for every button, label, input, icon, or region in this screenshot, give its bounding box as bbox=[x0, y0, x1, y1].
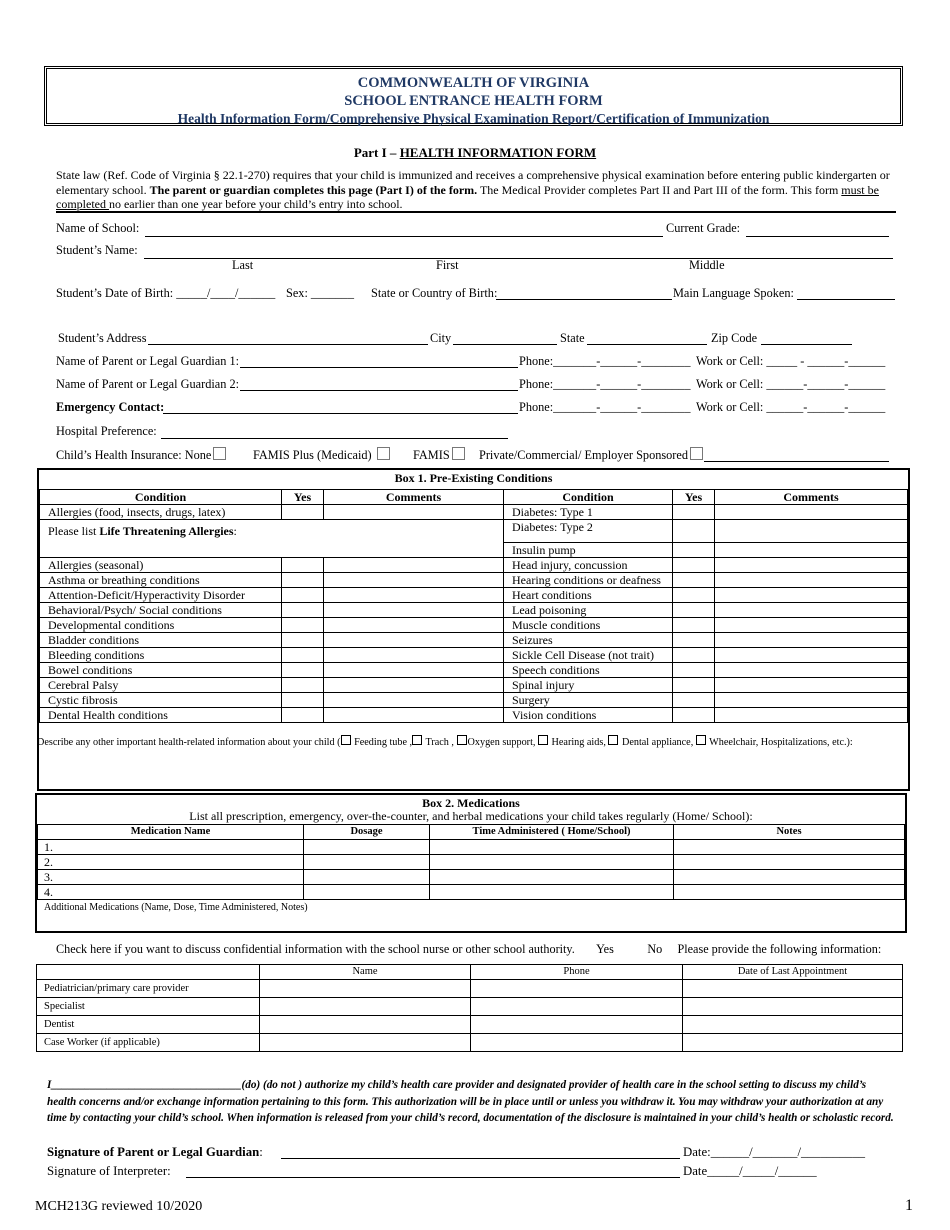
dob-field[interactable]: Student’s Date of Birth: _____/____/______ bbox=[56, 286, 276, 300]
yes-cell[interactable] bbox=[673, 543, 715, 558]
famis-plus-label: FAMIS Plus (Medicaid) bbox=[253, 448, 372, 462]
comment-cell[interactable] bbox=[324, 573, 504, 588]
confidential-text: Check here if you want to discuss confidential information with the school nurse or other school authority. bbox=[56, 942, 575, 956]
time-cell[interactable] bbox=[430, 870, 674, 885]
condition-label: Bleeding conditions bbox=[40, 648, 282, 663]
guardian2-work[interactable]: Work or Cell: ______-______-______ bbox=[696, 377, 886, 391]
col-comments-2: Comments bbox=[715, 490, 908, 505]
yes-cell[interactable] bbox=[282, 603, 324, 618]
condition-label: Diabetes: Type 2 bbox=[504, 520, 673, 543]
part-prefix: Part I – bbox=[353, 145, 400, 160]
name-cell[interactable] bbox=[260, 998, 471, 1016]
date-cell[interactable] bbox=[683, 1016, 903, 1034]
middle-name-caption: Middle bbox=[689, 258, 725, 272]
col-provider-type bbox=[37, 965, 260, 980]
condition-label: Cystic fibrosis bbox=[40, 693, 282, 708]
insurance-famis-plus[interactable] bbox=[253, 447, 390, 463]
comment-cell[interactable] bbox=[715, 708, 908, 723]
condition-label: Head injury, concussion bbox=[504, 558, 673, 573]
feeding-tube-checkbox[interactable] bbox=[341, 735, 351, 745]
providers-table bbox=[36, 964, 903, 1052]
comment-cell[interactable] bbox=[324, 648, 504, 663]
confidential-no[interactable]: No bbox=[647, 942, 663, 956]
emergency-field[interactable] bbox=[163, 400, 518, 414]
yes-cell[interactable] bbox=[282, 648, 324, 663]
comment-cell[interactable] bbox=[715, 558, 908, 573]
comment-cell[interactable] bbox=[715, 648, 908, 663]
trach-checkbox[interactable] bbox=[412, 735, 422, 745]
lt-prefix: Please list bbox=[48, 524, 100, 538]
zip-field[interactable] bbox=[761, 331, 852, 345]
intro-text-3: no earlier than one year before your child’s entry into school. bbox=[108, 197, 403, 211]
col-medication-name: Medication Name bbox=[38, 825, 304, 840]
yes-cell[interactable] bbox=[673, 648, 715, 663]
notes-cell[interactable] bbox=[674, 855, 905, 870]
condition-label: Speech conditions bbox=[504, 663, 673, 678]
comment-cell[interactable] bbox=[715, 663, 908, 678]
yes-cell[interactable] bbox=[673, 558, 715, 573]
provider-type: Dentist bbox=[37, 1016, 260, 1034]
page-number: 1 bbox=[905, 1197, 913, 1214]
comment-cell[interactable] bbox=[324, 558, 504, 573]
provider-type: Specialist bbox=[37, 998, 260, 1016]
yes-cell[interactable] bbox=[673, 573, 715, 588]
comment-cell[interactable] bbox=[324, 618, 504, 633]
notes-cell[interactable] bbox=[674, 870, 905, 885]
header-line-1: COMMONWEALTH OF VIRGINIA bbox=[357, 75, 590, 91]
zip-label: Zip Code bbox=[711, 331, 758, 345]
interpreter-signature-field[interactable] bbox=[186, 1164, 680, 1178]
dental-appliance-checkbox[interactable] bbox=[608, 735, 618, 745]
condition-label: Bowel conditions bbox=[40, 663, 282, 678]
form-header bbox=[44, 66, 903, 126]
condition-label: Cerebral Palsy bbox=[40, 678, 282, 693]
comment-cell[interactable] bbox=[715, 693, 908, 708]
yes-cell[interactable] bbox=[282, 693, 324, 708]
hearing-aids-checkbox[interactable] bbox=[538, 735, 548, 745]
insurance-famis[interactable] bbox=[413, 447, 465, 463]
comment-cell[interactable] bbox=[324, 633, 504, 648]
birth-place-label: State or Country of Birth: bbox=[371, 286, 498, 300]
none-checkbox[interactable] bbox=[213, 447, 226, 460]
school-label: Name of School: bbox=[56, 221, 140, 235]
med-row-number[interactable]: 4. bbox=[38, 885, 304, 900]
condition-label: Dental Health conditions bbox=[40, 708, 282, 723]
yes-cell[interactable] bbox=[673, 663, 715, 678]
address-field[interactable] bbox=[148, 331, 428, 345]
famis-plus-checkbox[interactable] bbox=[377, 447, 390, 460]
condition-label: Lead poisoning bbox=[504, 603, 673, 618]
guardian1-field[interactable] bbox=[240, 354, 518, 368]
box1-title: Box 1. Pre-Existing Conditions bbox=[394, 471, 553, 485]
grade-field[interactable] bbox=[746, 223, 889, 237]
guardian1-work[interactable]: Work or Cell: _____ - ______-______ bbox=[696, 354, 886, 368]
name-cell[interactable] bbox=[260, 1034, 471, 1052]
date-cell[interactable] bbox=[683, 980, 903, 998]
yes-cell[interactable] bbox=[673, 618, 715, 633]
lt-suffix: : bbox=[233, 524, 237, 538]
condition-label: Attention-Deficit/Hyperactivity Disorder bbox=[40, 588, 282, 603]
comment-cell[interactable] bbox=[324, 678, 504, 693]
private-label: Private/Commercial/ Employer Sponsored bbox=[479, 448, 689, 462]
famis-checkbox[interactable] bbox=[452, 447, 465, 460]
yes-cell[interactable] bbox=[282, 678, 324, 693]
divider bbox=[56, 211, 896, 213]
col-condition-2: Condition bbox=[504, 490, 673, 505]
condition-label: Spinal injury bbox=[504, 678, 673, 693]
feeding-tube-label: Feeding tube , bbox=[354, 737, 413, 748]
time-cell[interactable] bbox=[430, 855, 674, 870]
phone-cell[interactable] bbox=[471, 998, 683, 1016]
hospital-label: Hospital Preference: bbox=[56, 424, 157, 438]
guardian-date-field[interactable]: Date:______/_______/__________ bbox=[683, 1145, 865, 1159]
yes-cell[interactable] bbox=[673, 505, 715, 520]
dental-appliance-label: Dental appliance, bbox=[621, 737, 694, 748]
medications-table bbox=[37, 824, 905, 900]
condition-label: Sickle Cell Disease (not trait) bbox=[504, 648, 673, 663]
guardian2-phone[interactable]: Phone:_______-______-________ bbox=[519, 377, 691, 391]
yes-cell[interactable] bbox=[282, 708, 324, 723]
wheelchair-label: Wheelchair, Hospitalizations, etc.): bbox=[709, 737, 853, 748]
phone-cell[interactable] bbox=[471, 1034, 683, 1052]
header-line-3: Health Information Form/Comprehensive Physical Examination Report/Certification of Immunization bbox=[177, 111, 770, 126]
conditions-table bbox=[39, 489, 908, 723]
trach-label: Trach , bbox=[425, 737, 454, 748]
city-field[interactable] bbox=[453, 331, 557, 345]
wheelchair-checkbox[interactable] bbox=[696, 735, 706, 745]
col-notes: Notes bbox=[674, 825, 905, 840]
col-condition: Condition bbox=[40, 490, 282, 505]
yes-cell[interactable] bbox=[673, 693, 715, 708]
oxygen-label: Oxygen support, bbox=[467, 737, 536, 748]
state-field[interactable] bbox=[587, 331, 707, 345]
student-name-field[interactable] bbox=[144, 245, 893, 259]
hearing-aids-label: Hearing aids, bbox=[551, 737, 606, 748]
guardian-signature-label: Signature of Parent or Legal Guardian: bbox=[47, 1145, 263, 1159]
comment-cell[interactable] bbox=[324, 663, 504, 678]
condition-label: Asthma or breathing conditions bbox=[40, 573, 282, 588]
first-name-caption: First bbox=[436, 258, 459, 272]
interpreter-date-field[interactable]: Date_____/_____/______ bbox=[683, 1164, 817, 1178]
guardian-signature-field[interactable] bbox=[281, 1145, 680, 1159]
sex-field[interactable]: Sex: _______ bbox=[286, 286, 354, 300]
additional-medications[interactable]: Additional Medications (Name, Dose, Time Administered, Notes) bbox=[44, 902, 308, 913]
oxygen-checkbox[interactable] bbox=[457, 735, 467, 745]
comment-cell[interactable] bbox=[324, 693, 504, 708]
med-row-number[interactable]: 2. bbox=[38, 855, 304, 870]
phone-cell[interactable] bbox=[471, 980, 683, 998]
comment-cell[interactable] bbox=[715, 678, 908, 693]
intro-bold: The parent or guardian completes this page (Part I) of the form. bbox=[149, 182, 478, 197]
part-title bbox=[0, 145, 950, 161]
comment-cell[interactable] bbox=[324, 588, 504, 603]
comment-cell[interactable] bbox=[715, 588, 908, 603]
condition-label: Bladder conditions bbox=[40, 633, 282, 648]
provide-info-text: Please provide the following information: bbox=[677, 942, 882, 956]
insurance-private[interactable] bbox=[479, 447, 703, 463]
emergency-label: Emergency Contact: bbox=[56, 400, 165, 414]
yes-cell[interactable] bbox=[673, 678, 715, 693]
yes-cell[interactable] bbox=[282, 663, 324, 678]
dosage-cell[interactable] bbox=[304, 855, 430, 870]
comment-cell[interactable] bbox=[715, 543, 908, 558]
comment-cell[interactable] bbox=[324, 708, 504, 723]
interpreter-signature-label: Signature of Interpreter: bbox=[47, 1164, 171, 1178]
condition-label: Vision conditions bbox=[504, 708, 673, 723]
name-cell[interactable] bbox=[260, 1016, 471, 1034]
yes-cell[interactable] bbox=[673, 588, 715, 603]
language-field[interactable] bbox=[797, 286, 895, 300]
yes-cell[interactable] bbox=[673, 708, 715, 723]
time-cell[interactable] bbox=[430, 885, 674, 900]
condition-label: Insulin pump bbox=[504, 543, 673, 558]
guardian-signature-text: Signature of Parent or Legal Guardian bbox=[47, 1145, 260, 1159]
provider-type: Case Worker (if applicable) bbox=[37, 1034, 260, 1052]
condition-label: Muscle conditions bbox=[504, 618, 673, 633]
dosage-cell[interactable] bbox=[304, 870, 430, 885]
lt-bold: Life Threatening Allergies bbox=[99, 524, 234, 538]
yes-cell[interactable] bbox=[282, 588, 324, 603]
describe-other-info bbox=[37, 735, 910, 748]
provider-type: Pediatrician/primary care provider bbox=[37, 980, 260, 998]
grade-label: Current Grade: bbox=[666, 221, 741, 235]
yes-cell[interactable] bbox=[282, 618, 324, 633]
emergency-phone[interactable]: Phone:_______-______-________ bbox=[519, 400, 691, 414]
intro-paragraph bbox=[56, 168, 896, 212]
phone-cell[interactable] bbox=[471, 1016, 683, 1034]
state-label: State bbox=[560, 331, 585, 345]
col-dosage: Dosage bbox=[304, 825, 430, 840]
condition-label: Heart conditions bbox=[504, 588, 673, 603]
box2-subtitle: List all prescription, emergency, over-the-counter, and herbal medications your child takes regularly (Home/ School): bbox=[189, 809, 753, 823]
intro-text-2: The Medical Provider completes Part II and Part III of the form. This form bbox=[477, 182, 842, 197]
guardian1-label: Name of Parent or Legal Guardian 1: bbox=[56, 354, 240, 368]
confidential-check-line bbox=[56, 942, 881, 957]
form-code: MCH213G reviewed 10/2020 bbox=[35, 1199, 203, 1214]
address-label: Student’s Address bbox=[58, 331, 147, 345]
intro-text-1: State law (Ref. Code of Virginia § 22.1-270) requires that your child is immunized and receives a comprehensive physical examination before entering public kindergarten or elementary school. bbox=[56, 168, 890, 197]
col-name: Name bbox=[260, 965, 471, 980]
box2-title: Box 2. Medications bbox=[422, 796, 520, 810]
emergency-work[interactable]: Work or Cell: ______-______-______ bbox=[696, 400, 886, 414]
authorization-statement: I__________________________________(do) (do not ) authorize my child’s health care provider and designated provider of health care in the school setting to discuss my child’s health concerns and/or exchange information pertaining to this form. This authorization will be in place until or unless you withdraw it. You may withdraw your authorization at any time by contacting your child’s school. When information is released from your child’s record, documentation of the disclosure is maintained in your child’s health or scholastic record. bbox=[47, 1079, 894, 1124]
date-cell[interactable] bbox=[683, 1034, 903, 1052]
comment-cell[interactable] bbox=[715, 505, 908, 520]
dosage-cell[interactable] bbox=[304, 885, 430, 900]
private-checkbox[interactable] bbox=[690, 447, 703, 460]
yes-cell[interactable] bbox=[673, 603, 715, 618]
comment-cell[interactable] bbox=[715, 603, 908, 618]
yes-cell[interactable] bbox=[282, 633, 324, 648]
guardian1-phone[interactable]: Phone:_______-______-________ bbox=[519, 354, 691, 368]
time-cell[interactable] bbox=[430, 840, 674, 855]
language-label: Main Language Spoken: bbox=[673, 286, 794, 300]
describe-prefix: Describe any other important health-related information about your child ( bbox=[37, 737, 341, 748]
part-title-text: HEALTH INFORMATION FORM bbox=[399, 145, 597, 160]
notes-cell[interactable] bbox=[674, 885, 905, 900]
yes-cell[interactable] bbox=[282, 505, 324, 520]
condition-label: Diabetes: Type 1 bbox=[504, 505, 673, 520]
confidential-yes[interactable]: Yes bbox=[596, 942, 614, 956]
yes-cell[interactable] bbox=[282, 573, 324, 588]
comment-cell[interactable] bbox=[715, 633, 908, 648]
comment-cell[interactable] bbox=[715, 520, 908, 543]
yes-cell[interactable] bbox=[282, 558, 324, 573]
yes-cell[interactable] bbox=[673, 633, 715, 648]
condition-label: Developmental conditions bbox=[40, 618, 282, 633]
comment-cell[interactable] bbox=[324, 505, 504, 520]
name-cell[interactable] bbox=[260, 980, 471, 998]
school-field[interactable] bbox=[145, 223, 663, 237]
yes-cell[interactable] bbox=[673, 520, 715, 543]
med-row-number[interactable]: 1. bbox=[38, 840, 304, 855]
private-field[interactable] bbox=[704, 448, 889, 462]
insurance-none[interactable] bbox=[56, 447, 226, 463]
famis-label: FAMIS bbox=[413, 448, 450, 462]
col-phone: Phone bbox=[471, 965, 683, 980]
dosage-cell[interactable] bbox=[304, 840, 430, 855]
intro-underlined: must be completed bbox=[56, 182, 879, 211]
condition-label: Seizures bbox=[504, 633, 673, 648]
guardian2-field[interactable] bbox=[240, 377, 518, 391]
col-last-appointment: Date of Last Appointment bbox=[683, 965, 903, 980]
comment-cell[interactable] bbox=[715, 618, 908, 633]
condition-label: Allergies (seasonal) bbox=[40, 558, 282, 573]
city-label: City bbox=[430, 331, 452, 345]
col-yes: Yes bbox=[282, 490, 324, 505]
col-yes-2: Yes bbox=[673, 490, 715, 505]
life-threatening-allergies[interactable] bbox=[40, 520, 504, 558]
condition-label: Surgery bbox=[504, 693, 673, 708]
col-time-administered: Time Administered ( Home/School) bbox=[430, 825, 674, 840]
header-line-2: SCHOOL ENTRANCE HEALTH FORM bbox=[344, 93, 603, 109]
condition-label: Behavioral/Psych/ Social conditions bbox=[40, 603, 282, 618]
notes-cell[interactable] bbox=[674, 840, 905, 855]
col-comments: Comments bbox=[324, 490, 504, 505]
med-row-number[interactable]: 3. bbox=[38, 870, 304, 885]
condition-label: Hearing conditions or deafness bbox=[504, 573, 673, 588]
date-cell[interactable] bbox=[683, 998, 903, 1016]
comment-cell[interactable] bbox=[715, 573, 908, 588]
student-name-label: Student’s Name: bbox=[56, 243, 138, 257]
insurance-label: Child’s Health Insurance: None bbox=[56, 448, 212, 462]
comment-cell[interactable] bbox=[324, 603, 504, 618]
hospital-field[interactable] bbox=[161, 425, 508, 439]
guardian2-label: Name of Parent or Legal Guardian 2: bbox=[56, 377, 240, 391]
birth-place-field[interactable] bbox=[496, 286, 672, 300]
last-name-caption: Last bbox=[232, 258, 254, 272]
condition-label: Allergies (food, insects, drugs, latex) bbox=[40, 505, 282, 520]
